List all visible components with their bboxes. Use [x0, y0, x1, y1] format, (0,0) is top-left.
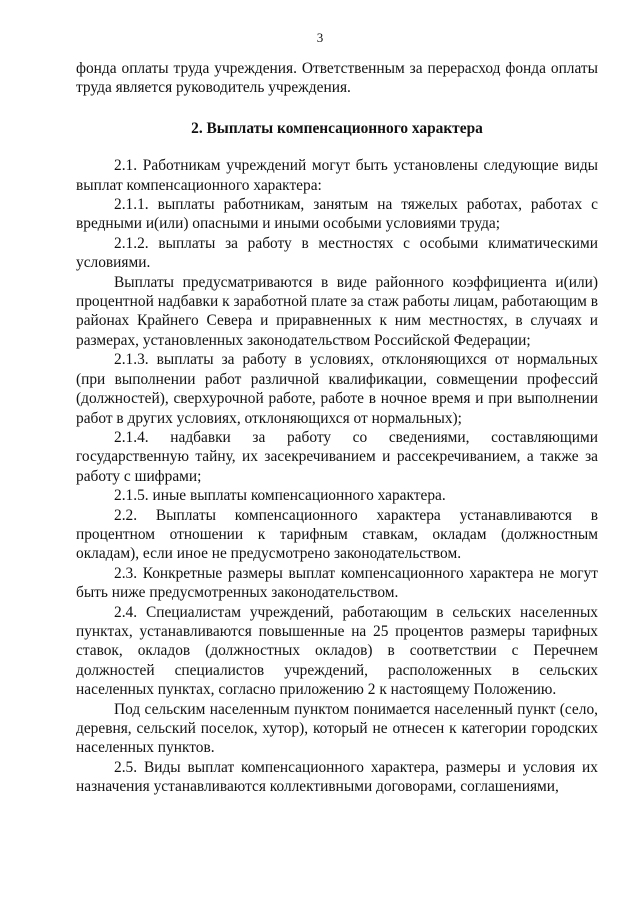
continuation-paragraph: фонда оплаты труда учреждения. Ответственным за перерасход фонда оплаты труда является руководитель учреждения. — [76, 60, 598, 97]
document-body — [76, 59, 598, 797]
paragraph-2-1-5: 2.1.5. иные выплаты компенсационного характера. — [114, 487, 446, 505]
paragraph-2-1-3: 2.1.3. выплаты за работу в условиях, отклоняющихся от нормальных (при выполнении работ различной квалификации, совмещении профессий (должностей), сверхурочной работе, работе в ночное время и при выполнении работ в других условиях, отклоняющихся от нормальных); — [76, 351, 598, 427]
paragraph-2-1-2: 2.1.2. выплаты за работу в местностях с особыми климатическими условиями. — [76, 234, 598, 272]
page-number: 3 — [316, 30, 324, 45]
paragraph-regional-coefficient: Выплаты предусматриваются в виде районного коэффициента и(или) процентной надбавки к заработной плате за стаж работы лицам, работающим в районах Крайнего Севера и приравненных к ним местностях, в случаях и размерах, установленных законодательством Российской Федерации; — [76, 273, 598, 349]
section-heading: 2. Выплаты компенсационного характера — [191, 119, 483, 137]
paragraph-2-3: 2.3. Конкретные размеры выплат компенсационного характера не могут быть ниже предусмотренных законодательством. — [76, 564, 598, 602]
paragraph-2-1: 2.1. Работникам учреждений могут быть установлены следующие виды выплат компенсационного характера: — [76, 157, 598, 194]
paragraph-2-1-4: 2.1.4. надбавки за работу со сведениями, составляющими государственную тайну, их засекречиванием и рассекречиванием, а также за работу с шифрами; — [76, 428, 598, 485]
paragraph-2-5: 2.5. Виды выплат компенсационного характера, размеры и условия их назначения устанавливаются коллективными договорами, соглашениями, — [76, 758, 598, 796]
paragraph-rural-definition: Под сельским населенным пунктом понимается населенный пункт (село, деревня, сельский поселок, хутор), который не отнесен к категории городских населенных пунктов. — [76, 700, 598, 757]
paragraph-2-4: 2.4. Специалистам учреждений, работающим в сельских населенных пунктах, устанавливаются повышенные на 25 процентов размеры тарифных ставок, окладов (должностных окладов) в соответствии с Перечнем должностей специалистов учреждений, расположенных в сельских населенных пунктах, согласно приложению 2 к настоящему Положению. — [76, 603, 598, 699]
paragraph-2-2: 2.2. Выплаты компенсационного характера устанавливаются в процентном отношении к тарифным ставкам, окладам (должностным окладам), если иное не предусмотрено законодательством. — [76, 506, 598, 563]
paragraph-2-1-1: 2.1.1. выплаты работникам, занятым на тяжелых работах, работах с вредными и(или) опасными и иными особыми условиями труда; — [76, 196, 598, 233]
